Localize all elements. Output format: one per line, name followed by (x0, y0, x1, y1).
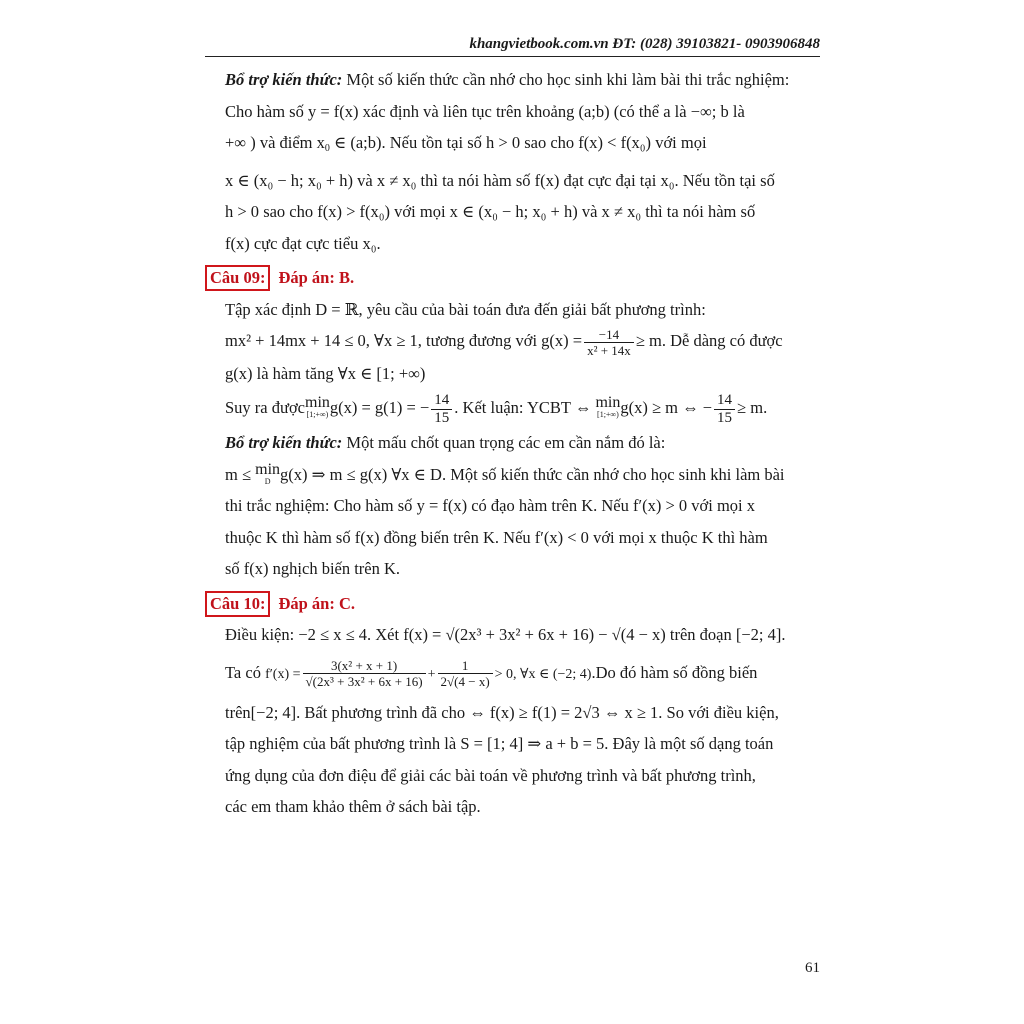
note-line-5 (205, 196, 820, 228)
min-subscript: D (264, 476, 271, 486)
note-heading: Bổ trợ kiến thức: (225, 433, 343, 453)
question-10-heading (205, 588, 820, 620)
math-expression: g(x) ⇒ m ≤ g(x) ∀x ∈ D (280, 464, 442, 484)
fraction-denominator: 15 (434, 409, 450, 426)
note-text: . Nếu tồn tại số (381, 133, 487, 152)
math-expression: f(x) (243, 559, 269, 579)
solution-text: số (225, 559, 244, 579)
knowledge-note-block (205, 64, 820, 259)
q10-line-6 (205, 791, 820, 823)
note-line-2 (205, 96, 820, 128)
math-expression: g(x) ≥ m ⇔ − (620, 398, 713, 418)
fraction (584, 327, 634, 358)
math-expression: x ∈ (x₀ − h; x₀ + h) (449, 202, 578, 221)
math-subscript: 0 (324, 143, 330, 154)
fraction-denominator: 15 (717, 409, 733, 426)
math-expression: f(x) (354, 527, 380, 547)
q10-line-2 (205, 651, 820, 697)
min-text: min (305, 394, 330, 412)
solution-text: nghịch biến trên K. (268, 559, 401, 579)
solution-text: .Do đó hàm số đồng biến (591, 662, 758, 682)
q10-line-3 (205, 697, 820, 729)
solution-text: Suy ra được (225, 398, 305, 418)
note-text: thì ta nói hàm số (641, 202, 756, 221)
solution-text: . Kết luận: YCBT ⇔ (454, 398, 596, 418)
math-expression: f′(x) > 0 (632, 496, 688, 516)
solution-text: . Xét (367, 625, 404, 645)
note-line-1 (205, 64, 820, 96)
solution-text: với mọi x thuộc K thì hàm (588, 527, 768, 547)
note-text: . Nếu tồn tại số (674, 170, 775, 190)
math-expression: f′(x) < 0 (534, 527, 589, 547)
note-text: Cho hàm số (225, 101, 308, 121)
math-expression: x₀ (660, 170, 675, 190)
math-expression (317, 133, 382, 152)
fraction (714, 392, 735, 427)
q10-line-4 (205, 728, 820, 760)
min-operator (595, 394, 621, 421)
math-symbol: ∈ (a;b) (329, 133, 382, 152)
q9-line-8 (205, 522, 820, 554)
q9-line-3 (205, 358, 820, 390)
solution-text: ứng dụng của đơn điệu để giải các bài toán về phương trình và bất phương trình, (225, 765, 756, 785)
solution-text: Một mấu chốt quan trọng các em cần nắm đó là: (342, 433, 666, 453)
note-line-3 (205, 127, 820, 165)
note-text: (có thể a là (609, 101, 691, 121)
note-text: . (376, 233, 381, 253)
page-number: 61 (805, 960, 820, 976)
note-line-6 (205, 228, 820, 260)
q10-line-5 (205, 760, 820, 792)
math-expression: +∞ (225, 133, 247, 152)
solution-text: . (781, 625, 786, 645)
solution-text: . Một số kiến thức cần nhớ cho học sinh khi làm bài (441, 464, 785, 484)
header-text: khangvietbook.com.vn ĐT: (028) 39103821- 0903906848 (469, 36, 820, 52)
solution-text: . So với điều kiện, (658, 702, 779, 722)
math-expression: ≥ m (635, 331, 662, 350)
solution-text: tập nghiệm của bất phương trình là (225, 734, 461, 754)
note-text: và (353, 170, 377, 190)
min-text: min (595, 394, 621, 412)
math-expression: f(x) = √(2x³ + 3x² + 6x + 16) − √(4 − x) (403, 625, 666, 645)
solution-text: thi trắc nghiệm: Cho hàm số (225, 496, 417, 516)
note-text: và (577, 202, 602, 221)
fraction-numerator: −14 (584, 327, 634, 343)
note-text: ; b là (711, 101, 745, 121)
question-10-label: Câu 10: (205, 591, 270, 617)
note-text: sao cho (259, 202, 318, 221)
math-expression: h > 0 (486, 133, 521, 152)
note-text: xác định và liên tục trên khoảng (358, 101, 579, 121)
math-expression: m ≤ (225, 464, 256, 484)
solution-text: các em tham khảo thêm ở sách bài tập. (225, 797, 481, 817)
math-expression: x ≠ x₀ (601, 202, 642, 221)
fraction (438, 658, 493, 689)
solution-text: trên (225, 702, 251, 722)
min-subscript: [1;+∞) (306, 410, 329, 420)
math-expression: (a;b) (578, 101, 610, 121)
q9-line-6 (205, 459, 820, 491)
math-expression: g(x) = g(1) = − (329, 398, 430, 418)
q9-line-7 (205, 490, 820, 522)
math-expression: ⇔ f(x) ≥ f(1) = 2√3 ⇔ x ≥ 1 (469, 702, 659, 722)
math-expression: ∀x ∈ [1; +∞) (337, 363, 426, 383)
math-expression: S = [1; 4] ⇒ a + b = 5 (460, 734, 605, 754)
fraction-numerator: 14 (431, 392, 452, 410)
q9-line-1 (205, 294, 820, 326)
q9-line-2 (205, 325, 820, 358)
note-text: sao cho (520, 133, 579, 152)
note-text: thì ta nói hàm số (416, 170, 535, 190)
page-header (205, 36, 820, 57)
math-expression: > 0, ∀x ∈ (−2; 4) (494, 666, 592, 682)
min-operator (305, 394, 330, 421)
solution-text: là hàm tăng (252, 363, 338, 383)
fraction (431, 392, 452, 427)
fraction-denominator: 2√(4 − x) (440, 674, 490, 690)
question-10-answer: Đáp án: C. (278, 593, 356, 613)
question-09-label: Câu 09: (205, 265, 270, 291)
solution-text: Tập xác định (225, 299, 316, 319)
math-expression: mx² + 14mx + 14 ≤ 0, ∀x ≥ 1 (225, 331, 418, 350)
math-expression: x ∈ (x₀ − h; x₀ + h) (225, 170, 354, 190)
question-09-answer: Đáp án: B. (278, 268, 355, 287)
solution-text: , tương đương với (417, 331, 542, 350)
math-expression: ≥ m (737, 398, 764, 418)
math-expression: f(x) (534, 170, 560, 190)
note-text: với mọi (651, 133, 707, 152)
fraction-denominator: √(2x³ + 3x² + 6x + 16) (305, 674, 423, 690)
fraction (303, 658, 426, 689)
math-expression: x ≠ x₀ (376, 170, 417, 190)
solution-text: . (763, 398, 768, 418)
math-expression: g(x) (225, 363, 253, 383)
q9-line-9 (205, 553, 820, 585)
question-09-heading (205, 262, 820, 294)
fraction-denominator: x² + 14x (587, 342, 631, 358)
math-operator: + (427, 666, 436, 682)
math-expression: [−2; 4] (735, 625, 782, 645)
q9-line-4 (205, 389, 820, 427)
solution-text: . Dễ dàng có được (661, 331, 783, 350)
min-operator (255, 460, 281, 488)
note-text: cực đạt cực tiểu (249, 233, 363, 253)
note-text: với mọi (390, 202, 450, 221)
math-expression: y = f(x) (416, 496, 468, 516)
solution-text: Ta có (225, 662, 266, 682)
q10-line-1 (205, 619, 820, 651)
note-line-4 (205, 165, 820, 197)
solution-text: . Đây là một số dạng toán (604, 734, 774, 754)
math-expression: f(x) > f(x₀) (317, 202, 391, 221)
solution-text: . Bất phương trình đã cho (296, 702, 470, 722)
solution-text: có đạo hàm trên K. Nếu (467, 496, 633, 516)
note-heading: Bổ trợ kiến thức: (225, 70, 343, 89)
min-subscript: [1;+∞) (597, 410, 619, 420)
fraction-numerator: 14 (714, 392, 735, 410)
math-expression: f(x) (225, 233, 250, 253)
solution-text: trên đoạn (665, 625, 736, 645)
math-expression: −∞ (690, 101, 712, 121)
note-text: đạt cực đại tại (559, 170, 661, 190)
math-expression: [−2; 4] (250, 702, 297, 722)
math-expression: x₀ (362, 233, 377, 253)
solution-text: đồng biến trên K. Nếu (379, 527, 535, 547)
solution-text: , yêu cầu của bài toán đưa đến giải bất phương trình: (358, 299, 706, 319)
math-expression: y = f(x) (307, 101, 359, 121)
solution-text: Điều kiện: (225, 625, 299, 645)
fraction-numerator: 3(x² + x + 1) (303, 658, 426, 674)
page-content (205, 64, 820, 823)
solution-text: thuộc K thì hàm số (225, 527, 355, 547)
math-expression: −2 ≤ x ≤ 4 (298, 625, 367, 645)
math-expression: h > 0 (225, 202, 260, 221)
fraction-numerator: 1 (438, 658, 493, 674)
math-expression: f(x) < f(x₀) (578, 133, 652, 152)
note-text: Một số kiến thức cần nhớ cho học sinh khi làm bài thi trắc nghiệm: (342, 70, 790, 89)
math-expression: D = ℝ (315, 299, 359, 319)
math-expression: g(x) = (541, 331, 583, 350)
question-10 (205, 588, 820, 823)
math-symbol: x (316, 133, 325, 152)
math-expression: f′(x) = (265, 666, 301, 682)
note-text: ) và điểm (246, 133, 317, 152)
min-text: min (255, 460, 281, 478)
question-09 (205, 262, 820, 585)
solution-text: với mọi x (687, 496, 755, 516)
q9-line-5 (205, 427, 820, 459)
